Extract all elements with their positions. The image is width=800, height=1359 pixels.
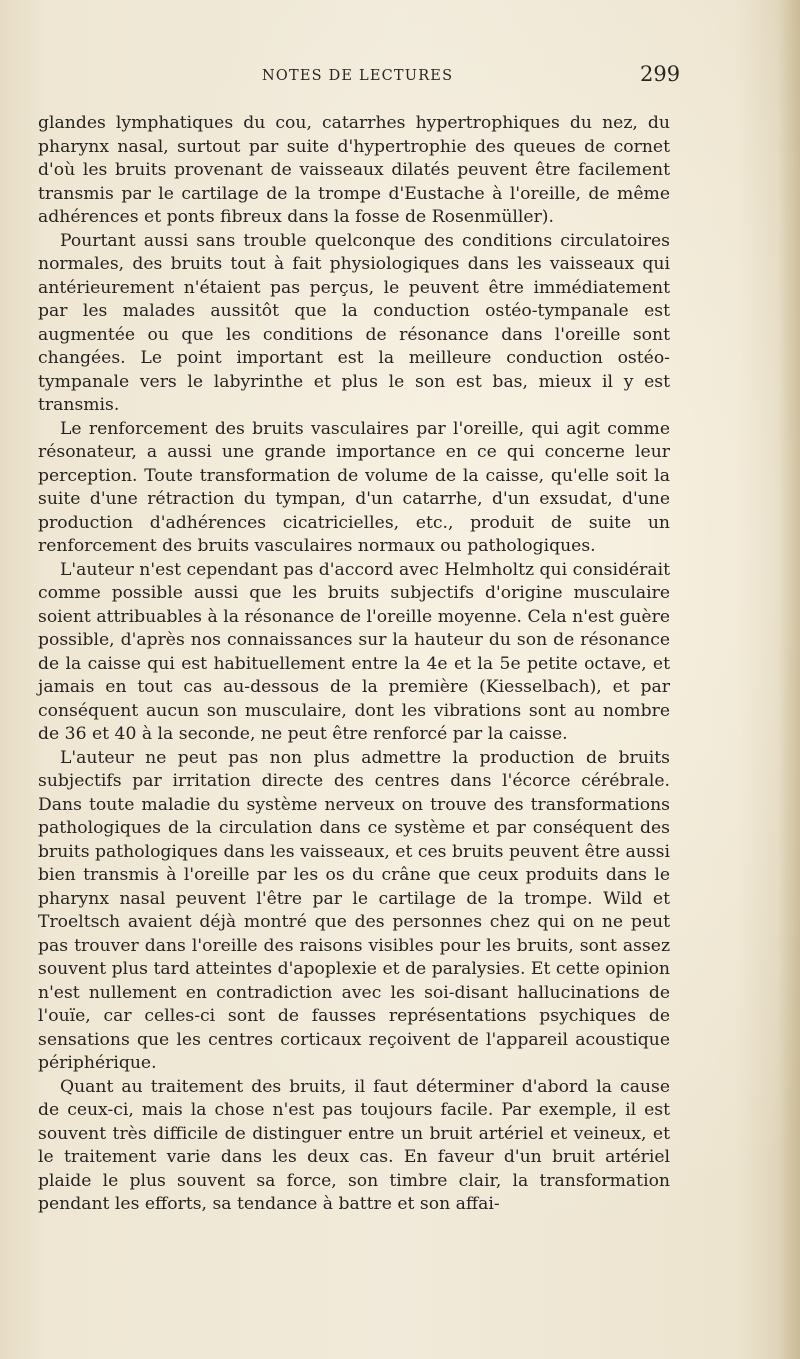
- running-title: NOTES DE LECTURES: [262, 68, 454, 84]
- page-edge-shadow: [778, 0, 800, 1359]
- paragraph-6: Quant au traitement des bruits, il faut déterminer d'abord la cause de ceux-ci, mais la chose n'est pas toujours facile. Par exemple, il est souvent très difficile de distinguer entre un bruit artériel et veineux, et le traitement varie dans les deux cas. En faveur d'un bruit artériel plaide le plus souvent sa force, son timbre clair, la transformation pendant les efforts, sa tendance à battre et son affai-: [38, 1076, 670, 1214]
- paragraph-4: L'auteur n'est cependant pas d'accord avec Helmholtz qui considérait comme possible aussi que les bruits subjectifs d'origine musculaire soient attribuables à la résonance de l'oreille moyenne. Cela n'est guère possible, d'après nos connaissances sur la hauteur du son de résonance de la caisse qui est habituellement entre la 4e et la 5e petite octave, et jamais en tout cas au-dessous de la première (Kiesselbach), et par conséquent aucun son musculaire, dont les vibrations sont au nombre de 36 et 40 à la seconde, ne peut être renforcé par la caisse.: [38, 559, 670, 744]
- body-text: [38, 112, 670, 1217]
- paragraph-2: Pourtant aussi sans trouble quelconque des conditions circulatoires normales, des bruits tout à fait physiologiques dans les vaisseaux qui antérieurement n'étaient pas perçus, le peuvent être immédiatement par les malades aussitôt que la conduction ostéo-tympanale est augmentée ou que les conditions de résonance dans l'oreille sont changées. Le point important est la meilleure conduction ostéo-tympanale vers le labyrinthe et plus le son est bas, mieux il y est transmis.: [38, 230, 670, 415]
- page-number: 299: [640, 62, 681, 86]
- paragraph-5: L'auteur ne peut pas non plus admettre la production de bruits subjectifs par irritation directe des centres dans l'écorce cérébrale. Dans toute maladie du système nerveux on trouve des transformations pathologiques de la circulation dans ce système et par conséquent des bruits pathologiques dans les vaisseaux, et ces bruits peuvent être aussi bien transmis à l'oreille par les os du crâne que ceux produits dans le pharynx nasal peuvent l'être par le cartilage de la trompe. Wild et Troeltsch avaient déjà montré que des personnes chez qui on ne peut pas trouver dans l'oreille des raisons visibles pour les bruits, sont assez souvent plus tard atteintes d'apoplexie et de paralysies. Et cette opinion n'est nullement en contradiction avec les soi-disant hallucinations de l'ouïe, car celles-ci sont de fausses représentations psychiques de sensations que les centres corticaux reçoivent de l'appareil acoustique périphérique.: [38, 747, 670, 1073]
- paragraph-1: glandes lymphatiques du cou, catarrhes hypertrophiques du nez, du pharynx nasal, surtout par suite d'hypertrophie des queues de cornet d'où les bruits provenant de vaisseaux dilatés peuvent être facilement transmis par le cartilage de la trompe d'Eustache à l'oreille, de même adhérences et ponts fibreux dans la fosse de Rosenmüller).: [38, 113, 670, 227]
- paragraph-3: Le renforcement des bruits vasculaires par l'oreille, qui agit comme résonateur, a aussi une grande importance en ce qui concerne leur perception. Toute transformation de volume de la caisse, qu'elle soit la suite d'une rétraction du tympan, d'un catarrhe, d'un exsudat, d'une production d'adhérences cicatricielles, etc., produit de suite un renforcement des bruits vasculaires normaux ou pathologiques.: [38, 418, 670, 556]
- page-header: [0, 62, 800, 92]
